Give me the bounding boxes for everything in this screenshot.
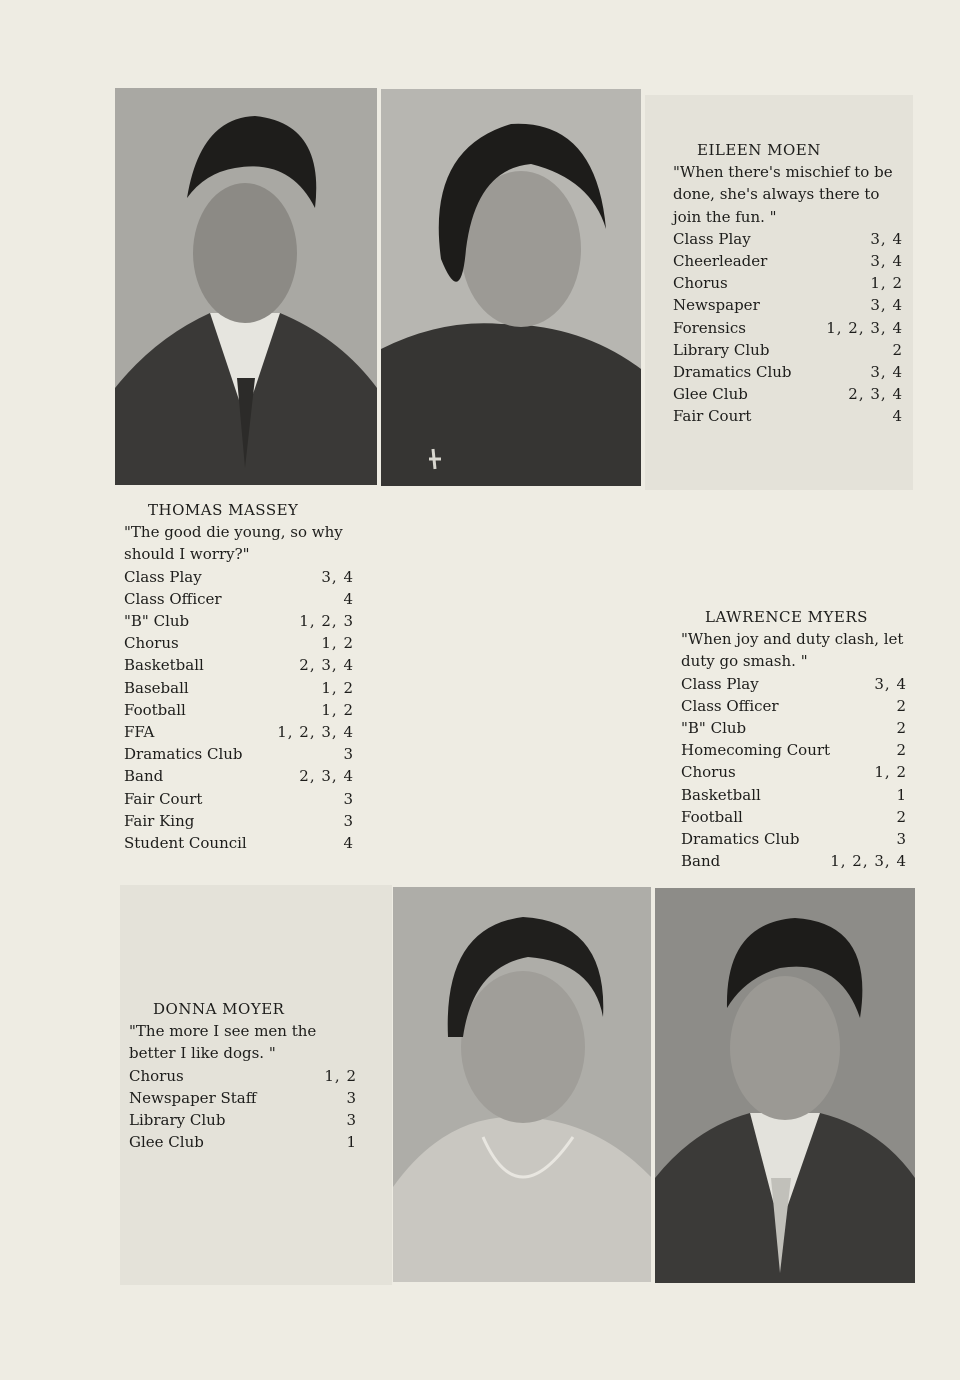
activity-years: 2 xyxy=(896,807,907,826)
activity-years: 3, 4 xyxy=(870,296,903,315)
activity-label: "B" Club xyxy=(681,719,747,738)
activity-label: Fair King xyxy=(124,811,195,830)
activity-years: 3, 4 xyxy=(870,252,903,271)
activity-years: 4 xyxy=(892,407,903,426)
activity-label: Glee Club xyxy=(129,1133,204,1152)
activity-row xyxy=(681,784,907,806)
activity-label: Class Play xyxy=(673,229,751,248)
activity-years: 3 xyxy=(343,789,354,808)
activity-label: Cheerleader xyxy=(673,252,768,271)
student-quote: "When joy and duty clash, let duty go smash. " xyxy=(681,630,904,671)
activity-row xyxy=(673,405,903,427)
portrait-donna-moyer xyxy=(393,887,651,1282)
activity-label: Band xyxy=(681,852,721,871)
activity-row xyxy=(673,339,903,361)
activity-label: Dramatics Club xyxy=(681,830,800,849)
activity-years: 1, 2 xyxy=(874,763,907,782)
activity-row xyxy=(673,361,903,383)
activity-years: 3 xyxy=(346,1088,357,1107)
activity-years: 1, 2, 3, 4 xyxy=(826,318,903,337)
activity-label: Baseball xyxy=(124,678,189,697)
activity-years: 1, 2, 3, 4 xyxy=(277,723,354,742)
student-quote: "The more I see men the better I like dogs. " xyxy=(129,1022,317,1063)
activity-years: 3, 4 xyxy=(870,229,903,248)
student-quote: "The good die young, so why should I worry?" xyxy=(124,523,343,564)
activity-label: Football xyxy=(681,807,743,826)
activity-years: 3, 4 xyxy=(870,363,903,382)
activity-row xyxy=(124,743,354,765)
activity-years: 4 xyxy=(343,589,354,608)
activity-row xyxy=(124,810,354,832)
activity-years: 2, 3, 4 xyxy=(299,767,354,786)
activity-row xyxy=(129,1065,357,1087)
activity-row xyxy=(124,699,354,721)
activity-label: Class Play xyxy=(124,567,202,586)
activity-row xyxy=(673,228,903,250)
activity-years: 1, 2 xyxy=(324,1066,357,1085)
activity-label: Fair Court xyxy=(124,789,203,808)
activity-row xyxy=(124,721,354,743)
activity-years: 3 xyxy=(346,1111,357,1130)
activity-years: 2 xyxy=(892,340,903,359)
activity-label: Chorus xyxy=(673,274,728,293)
student-block-thomas-massey xyxy=(124,499,354,854)
activity-years: 2 xyxy=(896,719,907,738)
activity-label: Class Officer xyxy=(124,589,222,608)
activity-row xyxy=(681,673,907,695)
activity-row xyxy=(673,294,903,316)
activity-row xyxy=(681,695,907,717)
activity-label: FFA xyxy=(124,723,155,742)
activity-years: 1, 2 xyxy=(870,274,903,293)
activity-years: 1, 2 xyxy=(321,678,354,697)
activity-years: 1, 2, 3 xyxy=(299,612,354,631)
activity-years: 1 xyxy=(896,785,907,804)
activity-years: 1, 2 xyxy=(321,634,354,653)
student-block-eileen-moen xyxy=(673,139,903,428)
activity-row xyxy=(124,610,354,632)
activity-row xyxy=(129,1131,357,1153)
student-quote: "When there's mischief to be done, she's always there to join the fun. " xyxy=(673,163,893,226)
activity-label: Band xyxy=(124,767,164,786)
activity-years: 2 xyxy=(896,741,907,760)
activity-label: Class Officer xyxy=(681,696,779,715)
activity-row xyxy=(124,765,354,787)
portrait-lawrence-myers xyxy=(655,888,915,1283)
student-name: THOMAS MASSEY xyxy=(148,501,299,519)
activity-label: Football xyxy=(124,700,186,719)
activity-row xyxy=(124,632,354,654)
activity-years: 1 xyxy=(346,1133,357,1152)
activity-years: 3, 4 xyxy=(321,567,354,586)
activity-label: Library Club xyxy=(129,1111,226,1130)
activity-label: Homecoming Court xyxy=(681,741,831,760)
activity-row xyxy=(681,761,907,783)
activity-label: Basketball xyxy=(124,656,204,675)
activity-years: 3 xyxy=(343,811,354,830)
activity-years: 3, 4 xyxy=(874,674,907,693)
activity-label: Glee Club xyxy=(673,385,748,404)
student-block-donna-moyer xyxy=(129,998,357,1153)
activity-row xyxy=(129,1087,357,1109)
activity-label: Fair Court xyxy=(673,407,752,426)
activity-years: 4 xyxy=(343,834,354,853)
activity-years: 2 xyxy=(896,696,907,715)
activity-years: 1, 2, 3, 4 xyxy=(830,852,907,871)
activity-label: Forensics xyxy=(673,318,746,337)
activity-row xyxy=(673,272,903,294)
student-name: EILEEN MOEN xyxy=(697,141,821,159)
activity-label: Dramatics Club xyxy=(673,363,792,382)
activity-label: Library Club xyxy=(673,340,770,359)
activity-row xyxy=(673,383,903,405)
activity-years: 3 xyxy=(343,745,354,764)
activity-label: Basketball xyxy=(681,785,761,804)
activity-years: 3 xyxy=(896,830,907,849)
activity-row xyxy=(124,566,354,588)
activity-label: "B" Club xyxy=(124,612,190,631)
activity-row xyxy=(124,588,354,610)
activity-years: 2, 3, 4 xyxy=(848,385,903,404)
activity-row xyxy=(129,1109,357,1131)
activity-label: Class Play xyxy=(681,674,759,693)
activity-label: Dramatics Club xyxy=(124,745,243,764)
portrait-eileen-moen xyxy=(381,89,641,486)
activity-label: Newspaper Staff xyxy=(129,1088,257,1107)
student-block-lawrence-myers xyxy=(681,606,907,872)
activity-row xyxy=(681,717,907,739)
activity-label: Chorus xyxy=(681,763,736,782)
activity-row xyxy=(124,654,354,676)
student-name: LAWRENCE MYERS xyxy=(705,608,868,626)
portrait-thomas-massey xyxy=(115,88,377,485)
activity-row xyxy=(673,317,903,339)
activity-row xyxy=(124,788,354,810)
activity-years: 1, 2 xyxy=(321,700,354,719)
activity-row xyxy=(124,832,354,854)
activity-row xyxy=(124,677,354,699)
activity-row xyxy=(673,250,903,272)
activity-label: Chorus xyxy=(129,1066,184,1085)
activity-row xyxy=(681,850,907,872)
activity-label: Chorus xyxy=(124,634,179,653)
student-name: DONNA MOYER xyxy=(153,1000,285,1018)
activity-row xyxy=(681,739,907,761)
activity-row xyxy=(681,828,907,850)
activity-years: 2, 3, 4 xyxy=(299,656,354,675)
activity-label: Student Council xyxy=(124,834,247,853)
activity-row xyxy=(681,806,907,828)
activity-label: Newspaper xyxy=(673,296,760,315)
